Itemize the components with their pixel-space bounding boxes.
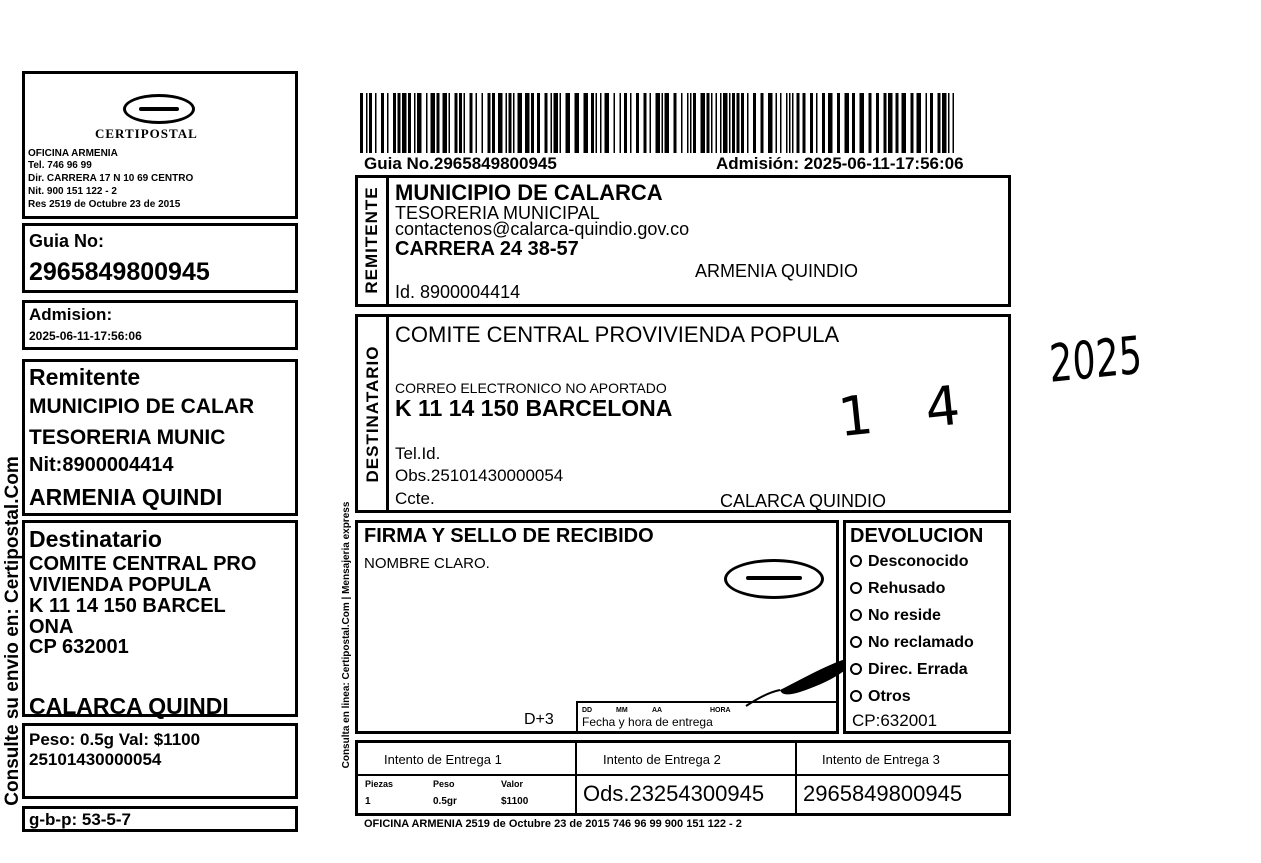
left-destinatario-line-3: K 11 14 150 BARCEL (29, 595, 226, 617)
piezas-value: 1 (365, 796, 371, 807)
destinatario-address: K 11 14 150 BARCELONA (395, 395, 673, 421)
certipostal-logo (123, 94, 195, 124)
devolucion-option-4[interactable]: No reclamado (850, 634, 974, 652)
piezas-header: Piezas (365, 779, 394, 789)
destinatario-label: DESTINATARIO (363, 345, 382, 483)
left-remitente-line-3: Nit:8900004414 (29, 454, 174, 476)
date-header-dd: DD (582, 707, 593, 714)
office-line-3: Dir. CARRERA 17 N 10 69 CENTRO (28, 173, 194, 184)
radio-icon[interactable] (850, 555, 862, 567)
barcode (360, 93, 955, 153)
peso-box (22, 723, 298, 799)
left-destinatario-line-5: CP 632001 (29, 636, 129, 658)
left-destinatario-line-4: ONA (29, 616, 74, 638)
left-remitente-line-4: ARMENIA QUINDI (29, 484, 223, 510)
destinatario-box (355, 314, 1011, 513)
destinatario-ccte: Ccte. (395, 489, 435, 508)
office-line-1: OFICINA ARMENIA (28, 148, 118, 159)
valor-header: Valor (501, 779, 524, 789)
ods-value: Ods.23254300945 (583, 781, 765, 806)
office-line-4: Nit. 900 151 122 - 2 (28, 186, 117, 197)
fecha-label: Fecha y hora de entrega (582, 715, 713, 729)
devolucion-option-2[interactable]: Rehusado (850, 580, 945, 598)
left-destinatario-line-2: VIVIENDA POPULA (29, 574, 212, 596)
guia-label: Guia No: (29, 231, 104, 251)
office-line-2: Tel. 746 96 99 (28, 160, 92, 171)
office-box (22, 71, 298, 219)
firma-logo (724, 559, 824, 599)
remitente-email: contactenos@calarca-quindio.gov.co (395, 219, 690, 239)
devolucion-option-5[interactable]: Direc. Errada (850, 661, 968, 679)
intento-1: Intento de Entrega 1 (384, 752, 502, 767)
devolucion-cp: CP:632001 (852, 711, 938, 730)
code-box (22, 806, 298, 832)
devolucion-title: DEVOLUCION (850, 525, 984, 547)
handwritten-year: 2025 (1048, 325, 1144, 395)
center-side-text: Consulta en linea: Certipostal.Com | Mensajeria express (341, 501, 352, 769)
intentos-row (355, 740, 1011, 816)
destinatario-city: CALARCA QUINDIO (720, 491, 887, 511)
footer-line: OFICINA ARMENIA 2519 de Octubre 23 de 2015 746 96 99 900 151 122 - 2 (364, 818, 742, 830)
radio-icon[interactable] (850, 663, 862, 675)
left-side-text: Consulte su envio en: Certipostal.Com (2, 456, 23, 806)
guia-value: 2965849800945 (29, 258, 210, 286)
remitente-address: CARRERA 24 38-57 (395, 238, 579, 260)
admision-label: Admision: (29, 305, 113, 324)
radio-icon[interactable] (850, 690, 862, 702)
peso-value: 0.5gr (433, 796, 457, 807)
destinatario-name: COMITE CENTRAL PROVIVIENDA POPULA (395, 322, 840, 347)
devolucion-option-3[interactable]: No reside (850, 607, 941, 625)
date-header-aa: AA (652, 707, 663, 714)
remitente-box (355, 175, 1011, 307)
admision-value: 2025-06-11-17:56:06 (29, 329, 142, 343)
devolucion-box (843, 520, 1011, 734)
left-remitente-line-1: MUNICIPIO DE CALAR (29, 395, 255, 418)
office-line-5: Res 2519 de Octubre 23 de 2015 (28, 199, 181, 210)
code-value: g-b-p: 53-5-7 (29, 810, 131, 829)
peso-line: Peso: 0.5g Val: $1100 (29, 730, 201, 749)
handwritten-day: 1 4 (835, 371, 981, 450)
devolucion-option-1[interactable]: Desconocido (850, 553, 968, 571)
radio-icon[interactable] (850, 609, 862, 621)
intento-3: Intento de Entrega 3 (822, 752, 940, 767)
firma-d3: D+3 (524, 711, 554, 728)
destinatario-email: CORREO ELECTRONICO NO APORTADO (395, 380, 667, 396)
brand-name: CERTIPOSTAL (95, 126, 198, 141)
remitente-label: REMITENTE (362, 186, 381, 294)
peso-header: Peso (433, 779, 455, 789)
devolucion-option-6[interactable]: Otros (850, 688, 911, 706)
date-header-hora: HORA (710, 707, 731, 714)
destinatario-telid: Tel.Id. (395, 444, 441, 463)
remitente-dept: TESORERIA MUNICIPAL (395, 203, 600, 223)
header-admision: Admisión: 2025-06-11-17:56:06 (716, 154, 964, 173)
left-destinatario-title: Destinatario (29, 526, 162, 552)
remitente-name: MUNICIPIO DE CALARCA (395, 180, 663, 205)
admision-box (22, 300, 298, 350)
left-destinatario-city: CALARCA QUINDI (29, 693, 229, 719)
date-header-mm: MM (616, 707, 628, 714)
firma-nombre: NOMBRE CLARO. (364, 555, 490, 572)
valor-value: $1100 (501, 796, 529, 807)
guia-bottom-value: 2965849800945 (803, 781, 963, 806)
intento-2: Intento de Entrega 2 (603, 752, 721, 767)
left-remitente-title: Remitente (29, 364, 141, 390)
left-remitente-line-2: TESORERIA MUNIC (29, 426, 226, 449)
remitente-id: Id. 8900004414 (395, 282, 521, 302)
left-remitente-box (22, 359, 298, 516)
radio-icon[interactable] (850, 636, 862, 648)
peso-code: 25101430000054 (29, 750, 162, 769)
left-destinatario-line-1: COMITE CENTRAL PRO (29, 553, 257, 575)
left-destinatario-box (22, 520, 298, 717)
radio-icon[interactable] (850, 582, 862, 594)
guia-box (22, 223, 298, 293)
firma-title: FIRMA Y SELLO DE RECIBIDO (364, 525, 654, 547)
remitente-city: ARMENIA QUINDIO (695, 261, 859, 281)
header-guia: Guia No.2965849800945 (364, 154, 557, 173)
destinatario-obs: Obs.25101430000054 (395, 466, 564, 485)
